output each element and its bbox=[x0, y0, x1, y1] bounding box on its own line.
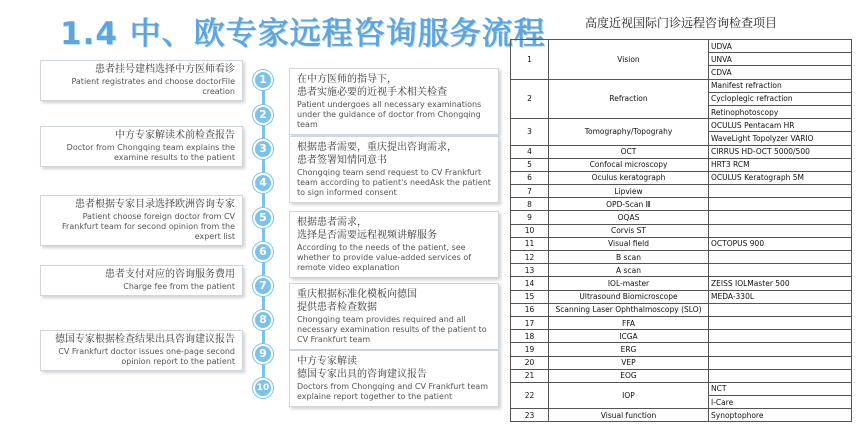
row-number: 4 bbox=[511, 145, 549, 158]
table-row bbox=[511, 409, 852, 422]
table-row bbox=[511, 303, 852, 316]
table-row bbox=[511, 316, 852, 329]
row-number: 21 bbox=[511, 369, 549, 382]
exam-device: Synoptophore bbox=[709, 409, 852, 422]
exam-name: Scanning Laser Ophthalmoscopy (SLO) bbox=[549, 303, 709, 316]
table-row bbox=[511, 251, 852, 264]
exam-device bbox=[709, 251, 852, 264]
step-circle-5: 5 bbox=[253, 208, 273, 228]
exam-device: HRT3 RCM bbox=[709, 158, 852, 171]
flow-box-en: Doctors from Chongqing and CV Frankfurt team explaine report together to the patient bbox=[297, 382, 489, 401]
row-number: 9 bbox=[511, 211, 549, 224]
flow-box-step-6 bbox=[289, 211, 499, 278]
exam-device: OCTOPUS 900 bbox=[709, 237, 852, 250]
table-row bbox=[511, 369, 852, 382]
exam-name: Ultrasound Biomicroscope bbox=[549, 290, 709, 303]
row-number: 13 bbox=[511, 264, 549, 277]
exam-device: Cycloplegic refraction bbox=[709, 92, 852, 105]
flow-box-zh: 患者实施必要的近视手术相关检查 bbox=[297, 87, 447, 98]
flow-box-en: Doctor from Chongqing team explains the examine results to the patient bbox=[66, 143, 235, 162]
exam-name: IOP bbox=[549, 382, 709, 408]
flow-box-step-10 bbox=[289, 350, 499, 407]
exam-name: Corvis ST bbox=[549, 224, 709, 237]
flow-box-zh: 中方专家解读术前检查报告 bbox=[115, 130, 235, 141]
exam-device bbox=[709, 356, 852, 369]
exam-name: ERG bbox=[549, 343, 709, 356]
table-row bbox=[511, 382, 852, 395]
table-row bbox=[511, 237, 852, 250]
table-row bbox=[511, 158, 852, 171]
flow-box-step-9 bbox=[40, 330, 243, 371]
table-row bbox=[511, 343, 852, 356]
page-title: 1.4 中、欧专家远程咨询服务流程 bbox=[60, 16, 546, 52]
step-circle-6: 6 bbox=[253, 242, 273, 262]
exam-name: Vision bbox=[549, 40, 709, 80]
table-row bbox=[511, 211, 852, 224]
exam-name: Lipview bbox=[549, 185, 709, 198]
exam-device: NCT bbox=[709, 382, 852, 395]
exam-name: ICGA bbox=[549, 330, 709, 343]
step-circle-8: 8 bbox=[253, 310, 273, 330]
exam-name: Refraction bbox=[549, 79, 709, 119]
row-number: 2 bbox=[511, 79, 549, 119]
exam-name: VEP bbox=[549, 356, 709, 369]
flow-box-zh: 患者签署知情同意书 bbox=[297, 155, 387, 166]
row-number: 22 bbox=[511, 382, 549, 408]
flow-box-zh: 患者根据专家目录选择欧洲咨询专家 bbox=[75, 199, 235, 210]
table-row bbox=[511, 198, 852, 211]
flow-box-zh: 根据患者需要，重庆提出咨询需求， bbox=[297, 142, 457, 153]
flow-box-en: Charge fee from the patient bbox=[123, 282, 235, 291]
table-row bbox=[511, 79, 852, 92]
table-row bbox=[511, 40, 852, 53]
flow-box-zh: 德国专家根据检查结果出具咨询建议报告 bbox=[55, 334, 235, 345]
flow-box-step-7 bbox=[40, 265, 243, 296]
exam-device: CIRRUS HD-OCT 5000/500 bbox=[709, 145, 852, 158]
exam-device bbox=[709, 224, 852, 237]
flow-box-zh: 重庆根据标准化模板向德国 bbox=[297, 289, 417, 300]
row-number: 1 bbox=[511, 40, 549, 80]
step-circle-7: 7 bbox=[253, 276, 273, 296]
exam-device: MEDA-330L bbox=[709, 290, 852, 303]
row-number: 17 bbox=[511, 316, 549, 329]
table-row bbox=[511, 185, 852, 198]
exam-items-table bbox=[510, 39, 852, 422]
table-row bbox=[511, 290, 852, 303]
exam-name: OQAS bbox=[549, 211, 709, 224]
flow-box-en: Patient undergoes all necessary examinations under the guidance of doctor from Chongqing team bbox=[297, 100, 482, 129]
flow-box-zh: 根据患者需求， bbox=[297, 217, 367, 228]
exam-device bbox=[709, 369, 852, 382]
flow-box-en: Patient registrates and choose doctorFile creation bbox=[71, 77, 235, 96]
flow-box-en: According to the needs of the patient, see whether to provide value-added services of remote video explanation bbox=[297, 243, 472, 272]
exam-device bbox=[709, 264, 852, 277]
flow-box-zh: 提供患者检查数据 bbox=[297, 302, 377, 313]
exam-device bbox=[709, 330, 852, 343]
row-number: 19 bbox=[511, 343, 549, 356]
exam-device: Manifest refraction bbox=[709, 79, 852, 92]
step-circle-9: 9 bbox=[253, 344, 273, 364]
exam-device: WaveLight Topolyzer VARIO bbox=[709, 132, 852, 145]
exam-name: Tomography/Topograhy bbox=[549, 119, 709, 145]
exam-device bbox=[709, 316, 852, 329]
exam-name: FFA bbox=[549, 316, 709, 329]
flow-box-step-4 bbox=[289, 136, 499, 203]
row-number: 23 bbox=[511, 409, 549, 422]
exam-device bbox=[709, 185, 852, 198]
flow-box-step-8 bbox=[289, 283, 499, 350]
row-number: 8 bbox=[511, 198, 549, 211]
exam-table-body bbox=[511, 40, 852, 422]
step-circle-4: 4 bbox=[253, 173, 273, 193]
exam-device: CDVA bbox=[709, 66, 852, 79]
table-row bbox=[511, 356, 852, 369]
table-row bbox=[511, 224, 852, 237]
flow-box-zh: 患者挂号建档选择中方医师看诊 bbox=[95, 64, 235, 75]
row-number: 12 bbox=[511, 251, 549, 264]
flow-box-zh: 德国专家出具的咨询建议报告 bbox=[297, 369, 427, 380]
exam-device bbox=[709, 343, 852, 356]
flow-box-en: Chongqing team send request to CV Frankfurt team according to patient's needAsk the patient to sign informed consent bbox=[297, 168, 491, 197]
flow-box-zh: 中方专家解读 bbox=[297, 356, 357, 367]
exam-name: OCT bbox=[549, 145, 709, 158]
flow-box-en: Patient choose foreign doctor from CV Frankfurt team for second opinion from the expert list bbox=[62, 212, 235, 241]
row-number: 18 bbox=[511, 330, 549, 343]
row-number: 5 bbox=[511, 158, 549, 171]
exam-device: Retinophotoscopy bbox=[709, 105, 852, 118]
step-circle-1: 1 bbox=[253, 70, 273, 90]
flow-box-zh: 患者支付对应的咨询服务费用 bbox=[105, 269, 235, 280]
row-number: 15 bbox=[511, 290, 549, 303]
table-row bbox=[511, 264, 852, 277]
exam-name: B scan bbox=[549, 251, 709, 264]
flow-box-en: Chongqing team provides required and all necessary examination results of the patient to CV Frankfurt team bbox=[297, 315, 487, 344]
exam-device: I-Care bbox=[709, 396, 852, 409]
exam-name: Visual field bbox=[549, 237, 709, 250]
flow-box-step-1 bbox=[40, 60, 243, 101]
exam-device: UDVA bbox=[709, 40, 852, 53]
table-row bbox=[511, 171, 852, 184]
flow-box-zh: 选择是否需要远程视频讲解服务 bbox=[297, 230, 437, 241]
table-row bbox=[511, 277, 852, 290]
flow-box-step-2 bbox=[289, 68, 499, 135]
row-number: 11 bbox=[511, 237, 549, 250]
flow-box-zh: 在中方医师的指导下， bbox=[297, 74, 397, 85]
row-number: 3 bbox=[511, 119, 549, 145]
table-row bbox=[511, 119, 852, 132]
table-title: 高度近视国际门诊远程咨询检查项目 bbox=[584, 16, 777, 30]
row-number: 20 bbox=[511, 356, 549, 369]
table-row bbox=[511, 330, 852, 343]
exam-device: OCULUS Pentacam HR bbox=[709, 119, 852, 132]
exam-name: OPD-Scan Ⅲ bbox=[549, 198, 709, 211]
row-number: 6 bbox=[511, 171, 549, 184]
row-number: 7 bbox=[511, 185, 549, 198]
row-number: 14 bbox=[511, 277, 549, 290]
step-circle-2: 2 bbox=[253, 105, 273, 125]
flow-box-step-5 bbox=[40, 195, 243, 246]
exam-device: ZEISS IOLMaster 500 bbox=[709, 277, 852, 290]
flow-box-en: CV Frankfurt doctor issues one-page second opinion report to the patient bbox=[58, 347, 235, 366]
exam-name: EOG bbox=[549, 369, 709, 382]
exam-name: A scan bbox=[549, 264, 709, 277]
exam-name: Confocal microscopy bbox=[549, 158, 709, 171]
table-row bbox=[511, 145, 852, 158]
row-number: 10 bbox=[511, 224, 549, 237]
exam-device: OCULUS Keratograph 5M bbox=[709, 171, 852, 184]
exam-device bbox=[709, 198, 852, 211]
exam-device bbox=[709, 303, 852, 316]
exam-name: IOL-master bbox=[549, 277, 709, 290]
exam-name: Oculus keratograph bbox=[549, 171, 709, 184]
flow-box-step-3 bbox=[40, 126, 243, 167]
exam-device bbox=[709, 211, 852, 224]
exam-device: UNVA bbox=[709, 53, 852, 66]
row-number: 16 bbox=[511, 303, 549, 316]
step-circle-10: 10 bbox=[253, 378, 273, 398]
exam-name: Visual function bbox=[549, 409, 709, 422]
step-circle-3: 3 bbox=[253, 139, 273, 159]
